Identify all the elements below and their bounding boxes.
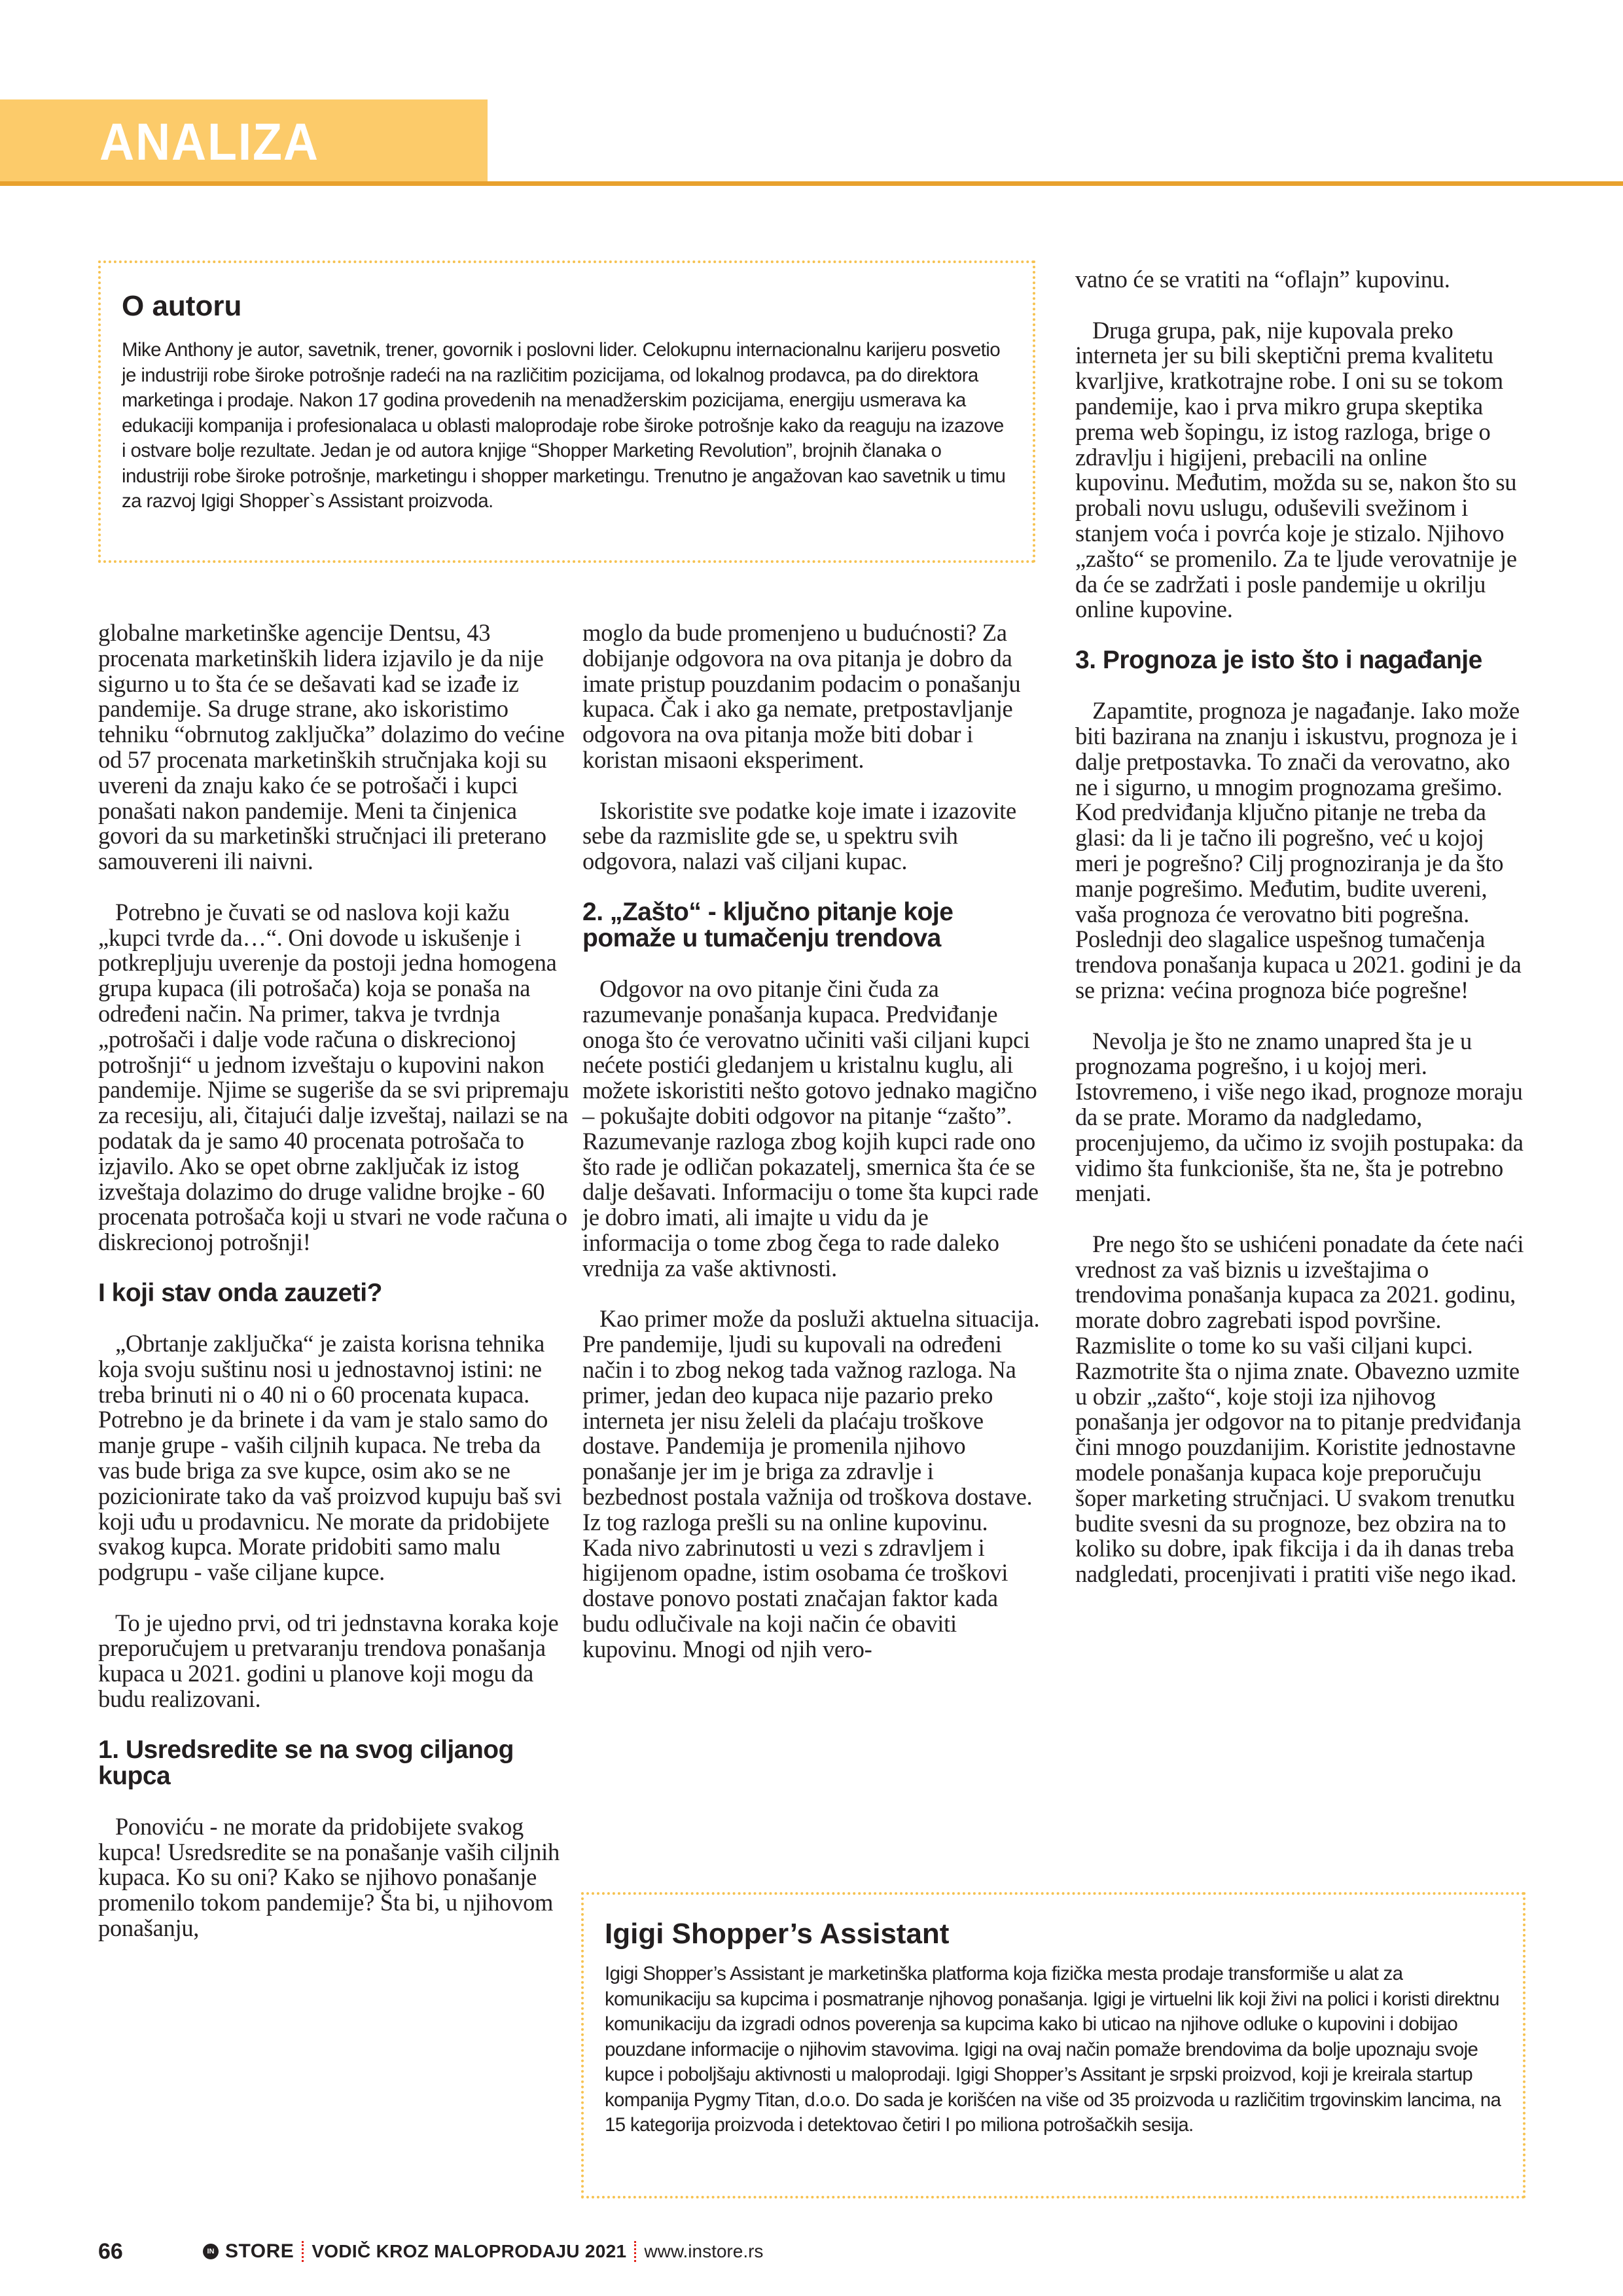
igigi-box-title: Igigi Shopper’s Assistant xyxy=(605,1918,950,1950)
igigi-info-box xyxy=(581,1892,1525,2198)
column-left xyxy=(98,620,573,1941)
brand-name: STORE xyxy=(225,2240,294,2262)
subheading: 2. „Zašto“ - ključno pitanje koje pomaže u tumačenju trendova xyxy=(582,897,954,952)
author-box xyxy=(98,260,1035,563)
paragraph: Pre nego što se ushićeni ponadate da ćete naći vrednost za vaš biznis u izveštajima o trendovima ponašanja kupaca za 2021. godinu, morate dobro zagrebati ispod površine. Razmislite o tome ko su vaši ciljani kupci. Razmotrite šta o njima znate. Obavezno uzmite u obzir „zašto“, koje stoji iza njihovog ponašanja jer odgovor na to pitanje predviđanja čini mnogo pouzdanijim. Koristite jednostavne modele ponašanja kupaca koje preporučuju šoper marketing stručnjaci. U svakom trenutku budite svesni da su prognoze, bez obzira na to koliko su dobre, ipak fikcija i da ih danas treba nadgledati, procenjivati i pratiti više nego ikad. xyxy=(1075,1230,1524,1588)
section-label: ANALIZA xyxy=(99,113,319,171)
paragraph: Potrebno je čuvati se od naslova koji kažu „kupci tvrde da…“. Oni dovode u iskušenje i potkrepljuju uverenje da postoji jedna homogena grupa kupaca (ili potrošača) koja se ponaša na određeni način. Na primer, takva je tvrdnja „potrošači i dalje vode računa o diskrecionoj potrošnji“ u jednom izveštaju o kupovini nakon pandemije. Njime se sugeriše da se svi pripremaju za recesiju, ali, čitajući dalje izveštaj, nailazi se na podatak da je samo 40 procenata potrošača to izjavilo. Ako se opet obrne zaključak iz istog izveštaja dolazimo do druge validne brojke - 60 procenata potrošača koji u stvari ne vode računa o diskrecionoj potrošnji! xyxy=(98,898,569,1256)
paragraph: Druga grupa, pak, nije kupovala preko interneta jer su bili skeptični prema kvalitetu kvarljive, kratkotrajne robe. I oni su se tokom pandemije, kao i prva mikro grupa skeptika prema web šopingu, iz istog razloga, brige o zdravlju i higijeni, prebacili na online kupovinu. Međutim, možda su se, nakon što su probali novu uslugu, oduševili svežinom i stanjem voća i povrća koje je stizalo. Njihovo „zašto“ se promenilo. Za te ljude verovatnije je da će se zadržati i posle pandemije u okrilju online kupovine. xyxy=(1075,316,1517,623)
paragraph: „Obrtanje zaključka“ je zaista korisna tehnika koja svoju suštinu nosi u jednostavnoj istini: ne treba brinuti ni o 40 ni o 60 procenata kupaca. Potrebno je da brinete i da vam je stalo samo do manje grupe - vaših ciljnih kupaca. Ne treba da vas bude briga za sve kupce, osim ako se ne pozicionirate tako da vaš proizvod kupuju baš svi koji uđu u prodavnicu. Ne morate da pridobijete svakog kupca. Morate pridobiti samo malu podgrupu - vaše ciljane kupce. xyxy=(98,1329,562,1586)
website-link[interactable]: www.instore.rs xyxy=(644,2241,764,2261)
paragraph: Iskoristite sve podatke koje imate i izazovite sebe da razmislite gde se, u spektru svih odgovora, nalazi vaš ciljani kupac. xyxy=(582,797,1016,875)
subheading: I koji stav onda zauzeti? xyxy=(98,1278,382,1307)
page-footer xyxy=(98,2237,763,2266)
paragraph: Odgovor na ovo pitanje čini čuda za razumevanje ponašanja kupaca. Predviđanje onoga što će verovatno učiniti vaši ciljani kupci nećete postići gledanjem u kristalnu kuglu, ali možete iskoristiti nešto gotovo jednako magično – pokušajte dobiti odgovor na pitanje “zašto”. Razumevanje razloga zbog kojih kupci rade ono što rade je odličan pokazatelj, smernica šta će se dalje dešavati. Informaciju o tome šta kupci rade je dobro imati, ali imajte u vidu da je informacija o tome zbog čega to rade daleko vrednija za vaše aktivnosti. xyxy=(582,975,1039,1282)
author-box-body: Mike Anthony je autor, savetnik, trener, govornik i poslovni lider. Celokupnu internacionalnu karijeru posvetio je industriji robe široke potrošnje radeći na na različitim pozicijama, od lokalnog prodavca, pa do direktora marketinga i prodaje. Nakon 17 godina provedenih na menadžerskim pozicijama, energiju usmerava ka edukaciji kompanija i profesionalaca u oblasti maloprodaje robe široke potrošnje kako da reaguju na izazove i ostvare bolje rezultate. Jedan je od autora knjige “Shopper Marketing Revolution”, brojnih članaka o industriji robe široke potrošnje, marketingu i shopper marketingu. Trenutno je angažovan kao savetnik u timu za razvoj Igigi Shopper`s Assistant proizvoda. xyxy=(122,339,1006,512)
publication-title: VODIČ KROZ MALOPRODAJU 2021 xyxy=(312,2241,627,2261)
paragraph: Ponoviću - ne morate da pridobijete svakog kupca! Usredsredite se na ponašanje vaših ciljnih kupaca. Ko su oni? Kako se njihovo ponašanje promenilo tokom pandemije? Šta bi, u njihovom ponašanju, xyxy=(98,1812,560,1942)
paragraph: Nevolja je što ne znamo unapred šta je u prognozama pogrešno, i u kojoj meri. Istovremeno, i više nego ikad, prognoze moraju da se prate. Moramo da nadgledamo, procenjujemo, da učimo iz svojih postupaka: da vidimo šta funkcioniše, šta ne, šta je potrebno menjati. xyxy=(1075,1027,1524,1207)
paragraph: To je ujedno prvi, od tri jednstavna koraka koje preporučujem u pretvaranju trendova ponašanja kupaca u 2021. godini u planove koji mogu da budu realizovani. xyxy=(98,1609,559,1713)
page-number: 66 xyxy=(98,2238,123,2264)
instore-logo-icon: IN xyxy=(203,2244,219,2259)
subheading: 3. Prognoza je isto što i nagađanje xyxy=(1075,646,1482,675)
subheading: 1. Usredsredite se na svog ciljanog kupca xyxy=(98,1735,514,1790)
footer-separator xyxy=(634,2241,636,2262)
paragraph: moglo da bude promenjeno u budućnosti? Za dobijanje odgovora na ova pitanja je dobro da imate pristup pouzdanim podacim o ponašanju kupaca. Čak i ako ga nemate, pretpostavljanje odgovora na ova pitanja može biti dobar i koristan misaoni eksperiment. xyxy=(582,619,1021,773)
column-middle xyxy=(582,620,1041,1662)
paragraph: globalne marketinške agencije Dentsu, 43 procenata marketinških lidera izjavilo je da nije sigurno u to šta će se dešavati kad se izađe iz pandemije. Sa druge strane, ako iskoristimo tehniku “obrnutog zaključka” dolazimo do većine od 57 procenata marketinških stručnjaka koji su uvereni da znaju kako će se potrošači i kupci ponašati nakon pandemije. Meni ta činjenica govori da su marketinški stručnjaci ili preterano samouvereni ili naivni. xyxy=(98,619,565,875)
paragraph: Zapamtite, prognoza je nagađanje. Iako može biti bazirana na znanju i iskustvu, prognoza je i dalje pretpostavka. To znači da verovatno, ako ne i sigurno, u mnogim prognozama grešimo. Kod predviđanja ključno pitanje ne treba da glasi: da li je tačno ili pogrešno, već u kojoj meri je pogrešno? Cilj prognoziranja je da što manje pogrešimo. Međutim, budite uvereni, vaša prognoza će verovatno biti pogrešna. Poslednji deo slagalice uspešnog tumačenja trendova ponašanja kupaca u 2021. godini je da se prizna: većina prognoza biće pogrešne! xyxy=(1075,697,1522,1003)
column-right xyxy=(1075,267,1527,1587)
footer-separator xyxy=(302,2241,304,2262)
paragraph: vatno će se vratiti na “oflajn” kupovinu. xyxy=(1075,266,1450,293)
author-box-title: O autoru xyxy=(122,290,242,322)
igigi-box-body: Igigi Shopper’s Assistant je marketinška platforma koja fizička mesta prodaje transformiše u alat za komunikaciju sa kupcima i posmatranje njhovog ponašanja. Igigi je virtuelni lik koji živi na polici i koristi direktnu komunikaciju da izgradi odnos poverenja sa kupcima kako bi uticao na njihove odluke o kupovini i dobijao pouzdane informacije o njihovim stavovima. Igigi na ovaj način pomaže brendovima da bolje upoznaju svoje kupce i poboljšaju aktivnosti u maloprodaji. Igigi Shopper’s Assitant je srpski proizvod, koji je kreirala startup kompanija Pygmy Titan, d.o.o. Do sada je korišćen na više od 35 proizvoda u različitim trgovinskim lancima, na 15 kategorija proizvoda i detektovao četiri I po miliona potrošačkih sesija. xyxy=(605,1963,1501,2136)
header-rule xyxy=(0,181,1623,186)
paragraph: Kao primer može da posluži aktuelna situacija. Pre pandemije, ljudi su kupovali na određeni način i to zbog nekog tada važnog razloga. Na primer, jedan deo kupaca nije pazario preko interneta jer nisu želeli da plaćaju troškove dostave. Pandemija je promenila njihovo ponašanje jer im je briga za zdravlje i bezbednost postala važnija od troškova dostave. Iz tog razloga prešli su na online kupovinu. Kada nivo zabrinutosti u vezi s zdravljem i higijenom opadne, istim osobama će troškovi dostave ponovo postati značajan faktor kada budu odlučivale na koji način će obaviti kupovinu. Mnogi od njih vero- xyxy=(582,1305,1040,1662)
